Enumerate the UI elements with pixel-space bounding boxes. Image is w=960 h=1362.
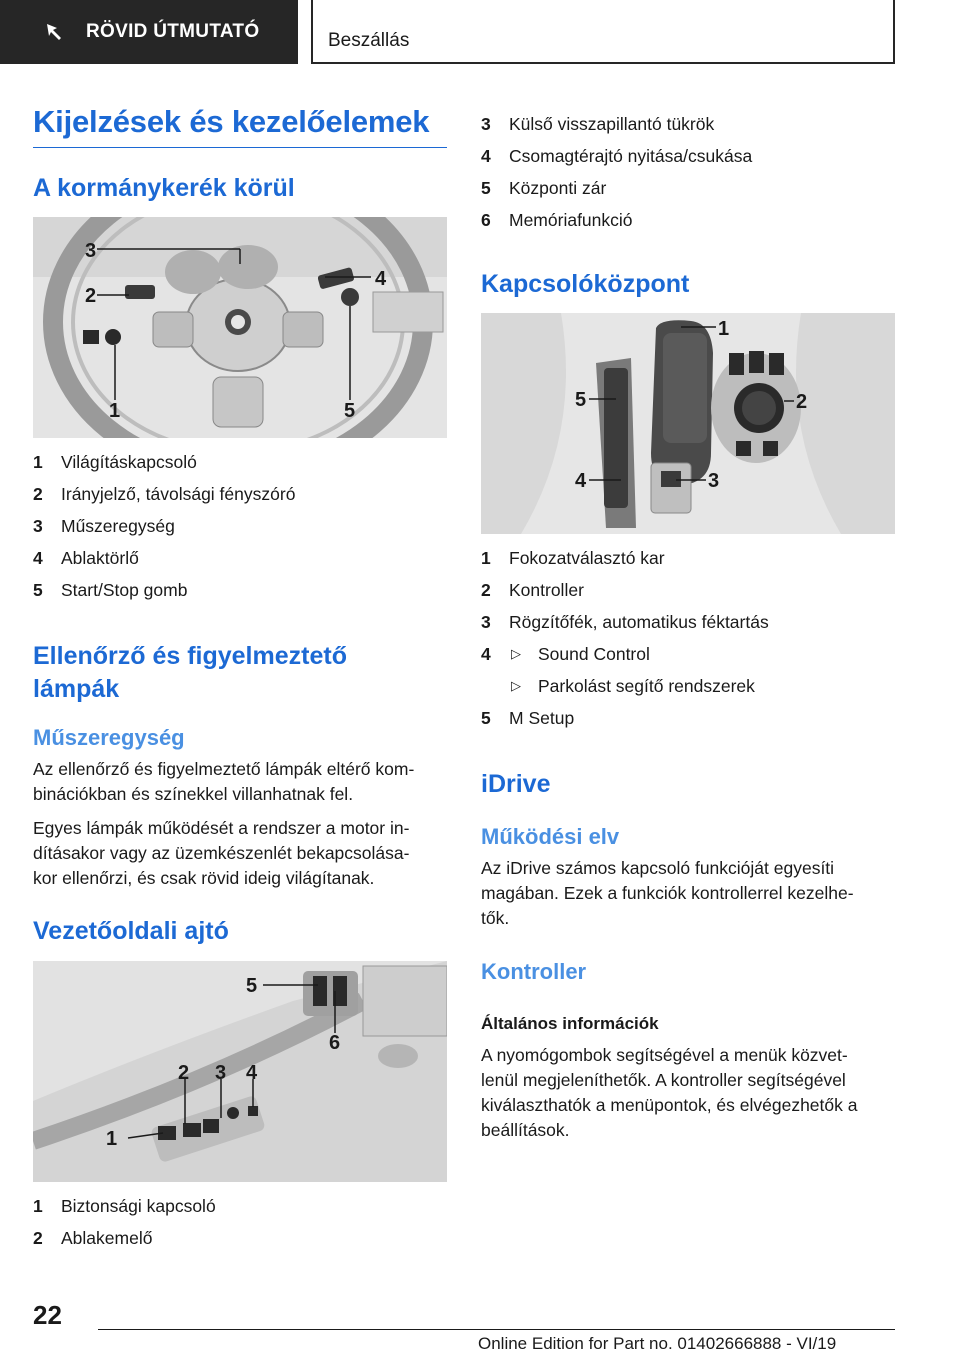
center-console-photo: [481, 313, 895, 534]
lamps-heading: [33, 640, 347, 705]
page-number: 22: [33, 1300, 62, 1330]
triangle-bullet-icon: ▷: [511, 678, 521, 693]
console-heading: Kapcsolóközpont: [481, 270, 690, 298]
list-item: 3 Műszeregység: [33, 516, 175, 536]
idrive-paragraph: Az iDrive számos kapcsoló funkcióját egyesíti magában. Ezek a funkciók kontrollerrel kezelhe- tők.: [481, 858, 854, 928]
list-item: 5 Központi zár: [481, 178, 607, 198]
list-item: 6 Memóriafunkció: [481, 210, 633, 230]
list-item: 1 Fokozatválasztó kar: [481, 548, 665, 568]
list-item: 3 Külső visszapillantó tükrök: [481, 114, 715, 134]
console-callout-4: 4: [575, 470, 587, 492]
edition-footer: Online Edition for Part no. 01402666888 - VI/19: [478, 1334, 837, 1353]
steering-callout-3: 3: [85, 240, 97, 262]
section-title: Beszállás: [328, 30, 410, 51]
steering-callout-2: 2: [85, 285, 97, 307]
door-legend-left: [33, 1190, 447, 1254]
console-callout-1: 1: [718, 318, 730, 340]
door-callout-4: 4: [246, 1062, 258, 1084]
car-key-icon: [42, 19, 68, 45]
door-callout-3: 3: [215, 1062, 227, 1084]
steering-wheel-photo: [33, 217, 447, 438]
lamps-paragraph-2: Egyes lámpák működését a rendszer a motor in- dításakor vagy az üzemkészenlét bekapcsolása- kor ellenőrzi, és csak rövid ideig világítanak.: [33, 818, 410, 888]
console-legend: [481, 542, 895, 734]
tab-label: RÖVID ÚTMUTATÓ: [86, 21, 260, 42]
triangle-bullet-icon: ▷: [511, 646, 521, 661]
steering-callout-4: 4: [375, 268, 387, 290]
instrument-cluster-heading: Műszeregység: [33, 725, 185, 750]
list-item: 5 Start/Stop gomb: [33, 580, 188, 600]
controller-heading: Kontroller: [481, 959, 587, 984]
list-item: 4 ▷ Sound Control: [481, 638, 895, 670]
steering-callout-5: 5: [344, 400, 356, 422]
console-callout-5: 5: [575, 389, 587, 411]
door-callout-6: 6: [329, 1032, 341, 1054]
general-info-heading: Általános információk: [481, 1014, 659, 1033]
driver-door-photo: [33, 961, 447, 1182]
door-callout-1: 1: [106, 1128, 118, 1150]
controller-paragraph: A nyomógombok segítségével a menük közvet- lenül megjeleníthetők. A kontroller segítségével kiválaszthatók a menüpontok, és elvégezhetők a beállítások.: [481, 1045, 858, 1140]
door-callout-5: 5: [246, 975, 258, 997]
steering-heading: A kormánykerék körül: [33, 174, 295, 202]
list-item: 2 Irányjelző, távolsági fényszóró: [33, 484, 296, 504]
list-item: 3 Rögzítőfék, automatikus féktartás: [481, 612, 769, 632]
door-callout-2: 2: [178, 1062, 190, 1084]
list-item: 1 Világításkapcsoló: [33, 452, 197, 472]
title-rule: [33, 147, 447, 148]
quick-guide-tab[interactable]: [0, 0, 298, 64]
console-callout-3: 3: [708, 470, 720, 492]
steering-callout-1: 1: [109, 400, 121, 422]
list-item: ▷ Parkolást segítő rendszerek: [481, 670, 895, 702]
idrive-heading: iDrive: [481, 770, 551, 798]
lamps-heading-line1: Ellenőrző és figyelmeztető: [33, 642, 347, 670]
list-item: 2 Kontroller: [481, 580, 584, 600]
list-item: 5 M Setup: [481, 708, 575, 728]
driver-door-heading: Vezetőoldali ajtó: [33, 917, 229, 945]
lamps-heading-line2: lámpák: [33, 674, 120, 703]
section-header: [311, 0, 895, 64]
console-callout-2: 2: [796, 391, 808, 413]
footer-rule: [98, 1329, 895, 1330]
operating-principle-heading: Működési elv: [481, 824, 620, 849]
list-item: 1 Biztonsági kapcsoló: [33, 1196, 216, 1216]
list-item: 4 Csomagtérajtó nyitása/csukása: [481, 146, 753, 166]
door-legend-right: [481, 108, 895, 236]
page-title: Kijelzések és kezelőelemek: [33, 104, 430, 139]
list-item: 4 Ablaktörlő: [33, 548, 139, 568]
steering-legend: [33, 446, 447, 606]
list-item: 2 Ablakemelő: [33, 1228, 153, 1248]
lamps-paragraph-1: Az ellenőrző és figyelmeztető lámpák eltérő kom- binációkban és színekkel villanhatnak fel.: [33, 759, 415, 804]
